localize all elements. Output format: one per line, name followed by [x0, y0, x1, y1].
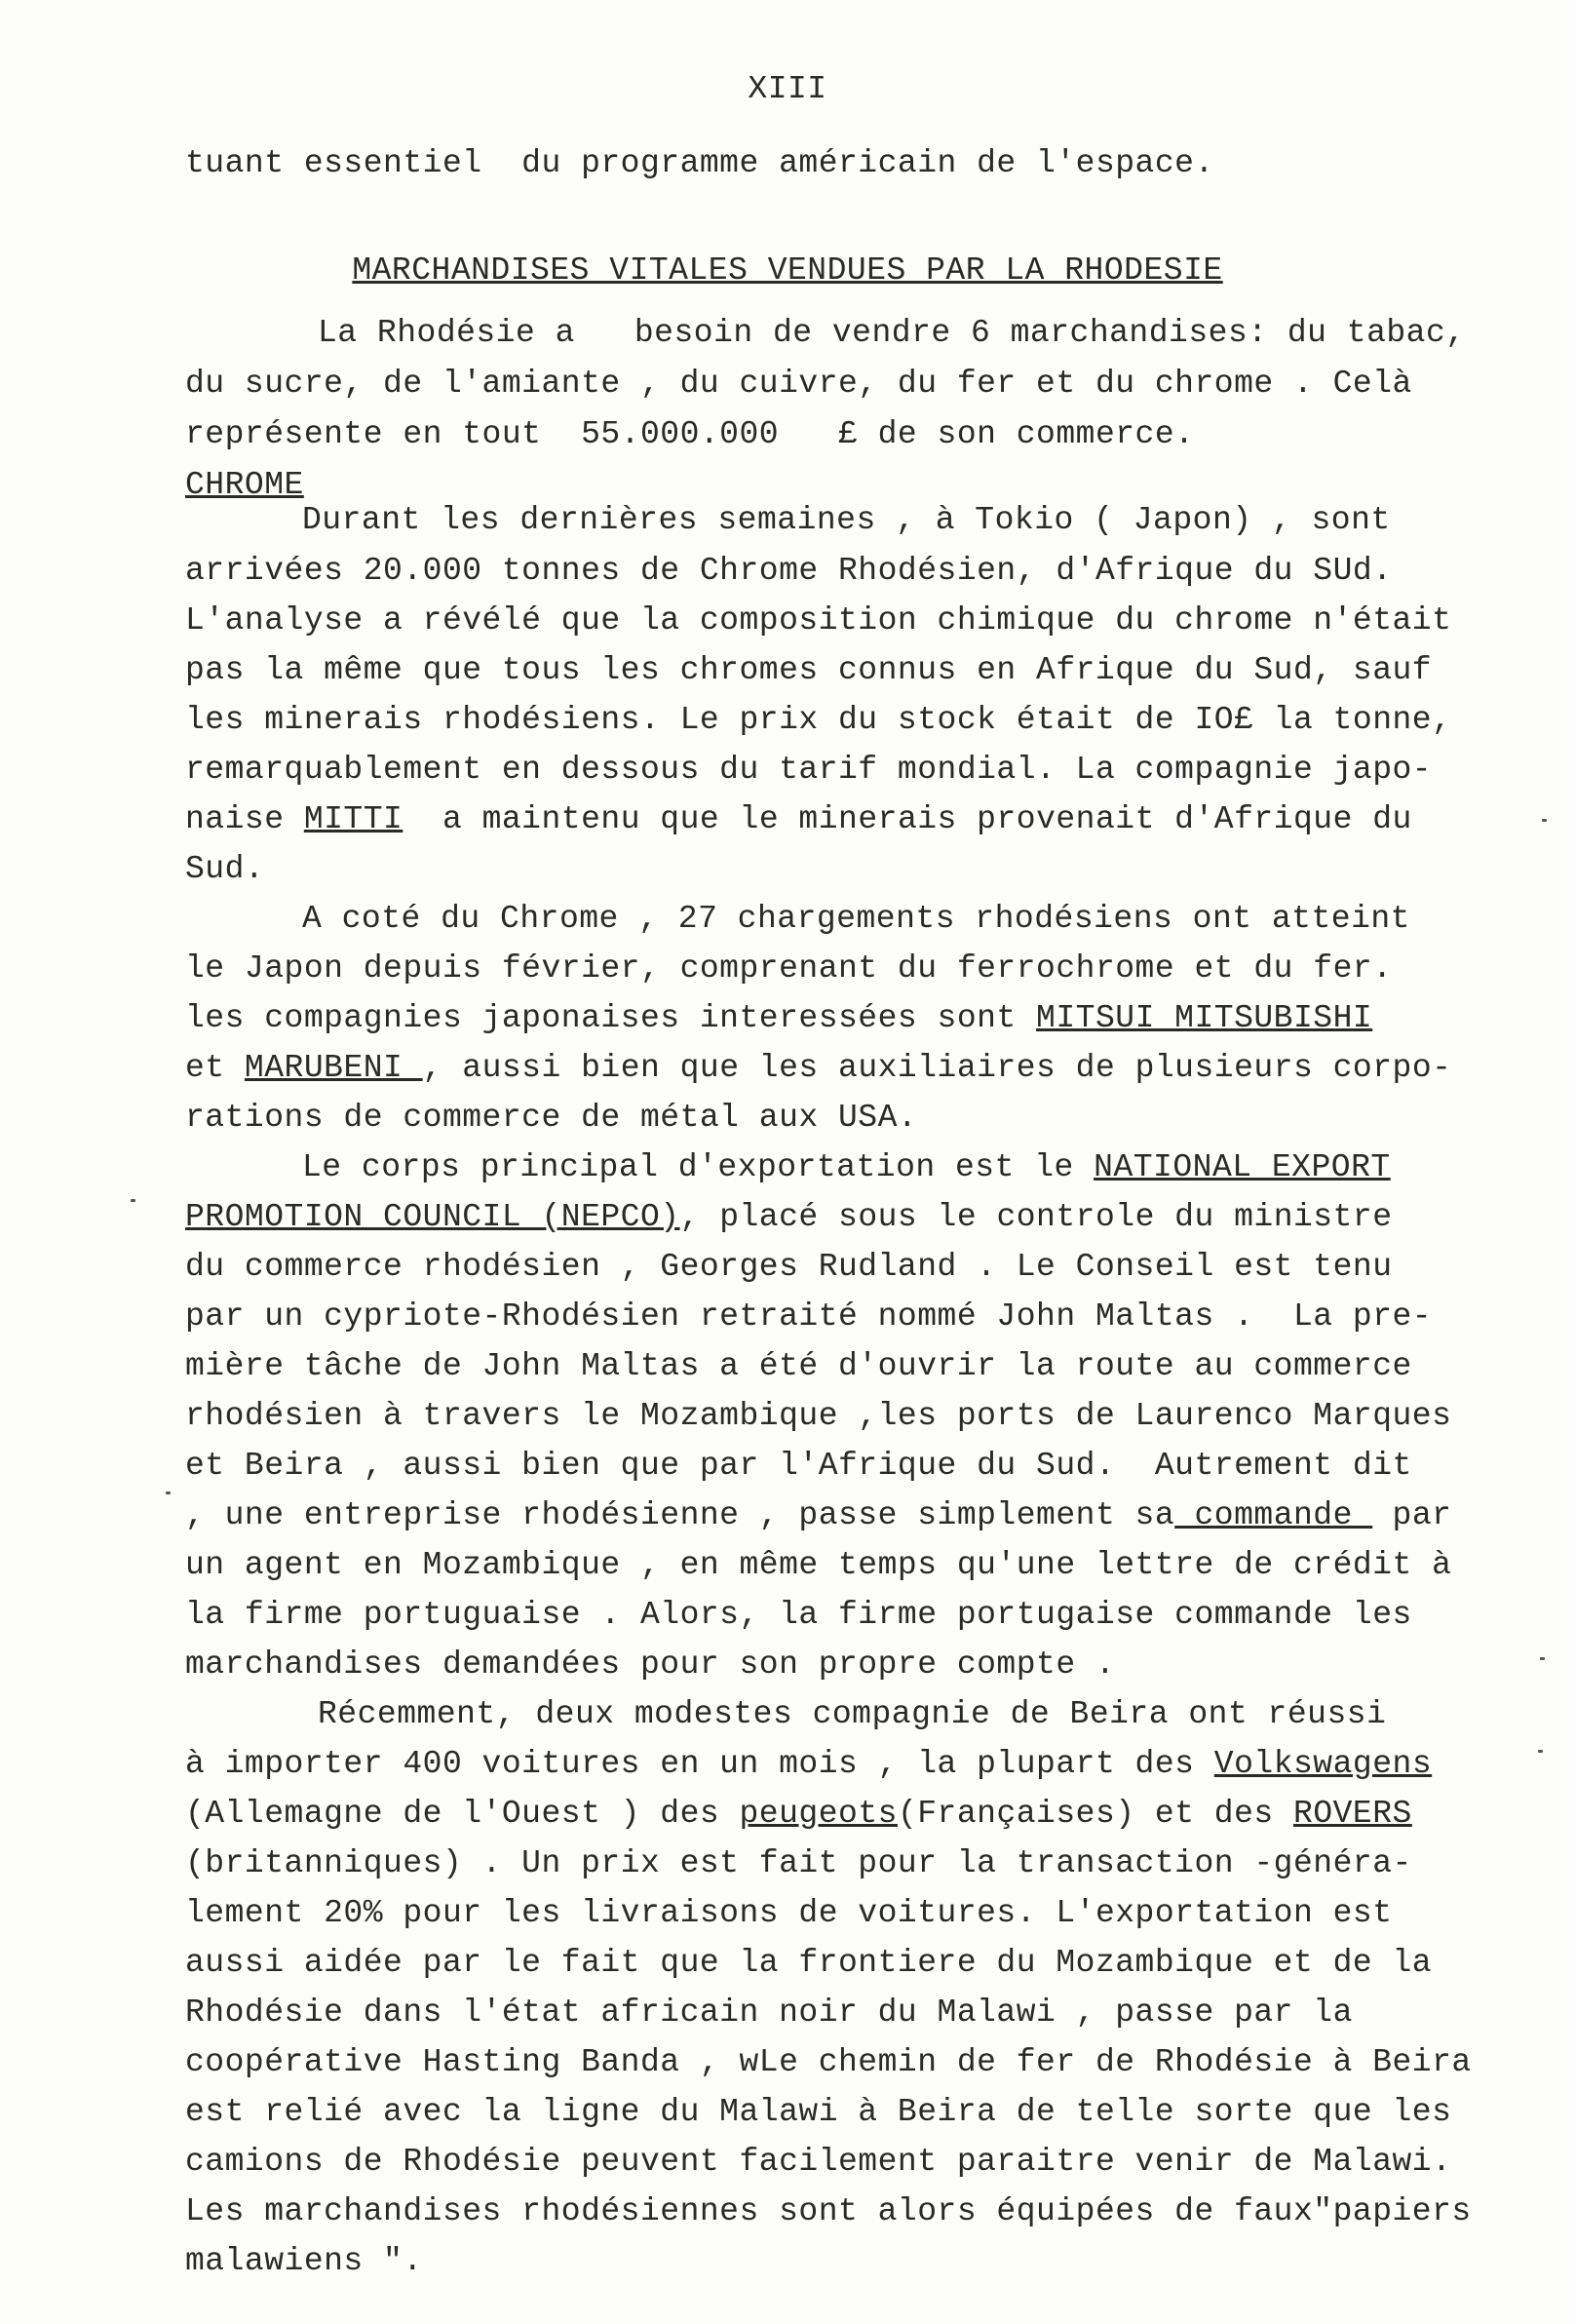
text-line: L'analyse a révélé que la composition chimique du chrome n'était	[185, 602, 1452, 639]
brand-name: Volkswagens	[1213, 1746, 1433, 1782]
scan-speck	[1542, 819, 1547, 822]
text-line: lement 20% pour les livraisons de voitures. L'exportation est	[185, 1895, 1393, 1931]
text-line: la firme portuguaise . Alors, la firme portugaise commande les	[185, 1597, 1412, 1633]
text-line: à importer 400 voitures en un mois , la plupart des Volkswagens	[185, 1746, 1433, 1782]
text-line: Les marchandises rhodésiennes sont alors équipées de faux"papiers	[185, 2193, 1472, 2229]
scan-speck	[1538, 1750, 1543, 1753]
text-line: mière tâche de John Maltas a été d'ouvrir la route au commerce	[185, 1348, 1412, 1384]
text-line: Récemment, deux modestes compagnie de Beira ont réussi	[318, 1696, 1387, 1732]
text-line: malawiens ".	[185, 2243, 423, 2279]
text-line: , une entreprise rhodésienne , passe simplement sa commande par	[185, 1497, 1452, 1533]
text-line: les minerais rhodésiens. Le prix du stock était de IO£ la tonne,	[185, 702, 1452, 738]
company-name: MITTI	[303, 801, 403, 837]
text-line: le Japon depuis février, comprenant du ferrochrome et du fer.	[185, 950, 1393, 987]
brand-name: peugeots	[739, 1796, 898, 1832]
underlined-word: commande	[1174, 1497, 1373, 1533]
text-line: (britanniques) . Un prix est fait pour la transaction -généra-	[185, 1845, 1412, 1881]
text-line: naise MITTI a maintenu que le minerais provenait d'Afrique du	[185, 801, 1412, 837]
text-line: pas la même que tous les chromes connus en Afrique du Sud, sauf	[185, 652, 1433, 688]
text-line: par un cypriote-Rhodésien retraité nommé John Maltas . La pre-	[185, 1298, 1433, 1335]
text-line: Durant les dernières semaines , à Tokio ( Japon) , sont	[302, 502, 1391, 538]
text-line: A coté du Chrome , 27 chargements rhodésiens ont atteint	[302, 901, 1410, 937]
company-name: MITSUI MITSUBISHI	[1036, 1000, 1373, 1036]
text-line: coopérative Hasting Banda , wLe chemin de fer de Rhodésie à Beira	[185, 2044, 1472, 2080]
text-line: remarquablement en dessous du tarif mondial. La compagnie japo-	[185, 752, 1433, 788]
text-line: aussi aidée par le fait que la frontiere du Mozambique et de la	[185, 1945, 1433, 1981]
subsection-label: CHROME	[185, 467, 304, 503]
organization-name: PROMOTION COUNCIL (NEPCO)	[185, 1199, 680, 1235]
section-heading: MARCHANDISES VITALES VENDUES PAR LA RHODESIE	[352, 252, 1223, 289]
text-line: (Allemagne de l'Ouest ) des peugeots(Françaises) et des ROVERS	[185, 1796, 1412, 1832]
text-line: PROMOTION COUNCIL (NEPCO), placé sous le controle du ministre	[185, 1199, 1393, 1235]
text-line: du sucre, de l'amiante , du cuivre, du fer et du chrome . Celà	[185, 366, 1412, 402]
text-line: tuant essentiel du programme américain de l'espace.	[185, 145, 1214, 181]
company-name: MARUBENI	[244, 1050, 423, 1086]
text-line: La Rhodésie a besoin de vendre 6 marchandises: du tabac,	[318, 315, 1466, 351]
scan-speck	[166, 1491, 171, 1494]
text-line: rhodésien à travers le Mozambique ,les ports de Laurenco Marques	[185, 1398, 1452, 1434]
text-line: représente en tout 55.000.000 £ de son commerce.	[185, 416, 1195, 452]
text-line: arrivées 20.000 tonnes de Chrome Rhodésien, d'Afrique du SUd.	[185, 553, 1393, 589]
text-line: Le corps principal d'exportation est le NATIONAL EXPORT	[302, 1149, 1391, 1185]
page-number: XIII	[748, 71, 827, 107]
text-line: du commerce rhodésien , Georges Rudland . Le Conseil est tenu	[185, 1249, 1393, 1285]
text-line: et Beira , aussi bien que par l'Afrique du Sud. Autrement dit	[185, 1448, 1412, 1484]
brand-name: ROVERS	[1293, 1796, 1412, 1832]
text-line: rations de commerce de métal aux USA.	[185, 1100, 918, 1136]
text-line: marchandises demandées pour son propre compte .	[185, 1646, 1116, 1683]
text-line: camions de Rhodésie peuvent facilement paraitre venir de Malawi.	[185, 2144, 1452, 2180]
text-line: Rhodésie dans l'état africain noir du Malawi , passe par la	[185, 1995, 1353, 2031]
text-line: Sud.	[185, 851, 265, 887]
text-line: et MARUBENI , aussi bien que les auxiliaires de plusieurs corpo-	[185, 1050, 1452, 1086]
text-line: est relié avec la ligne du Malawi à Beira de telle sorte que les	[185, 2094, 1452, 2130]
text-line: un agent en Mozambique , en même temps qu'une lettre de crédit à	[185, 1547, 1452, 1583]
text-line: les compagnies japonaises interessées sont MITSUI MITSUBISHI	[185, 1000, 1373, 1036]
organization-name: NATIONAL EXPORT	[1094, 1149, 1391, 1185]
scan-speck	[1540, 1657, 1545, 1660]
scan-speck	[131, 1199, 135, 1202]
